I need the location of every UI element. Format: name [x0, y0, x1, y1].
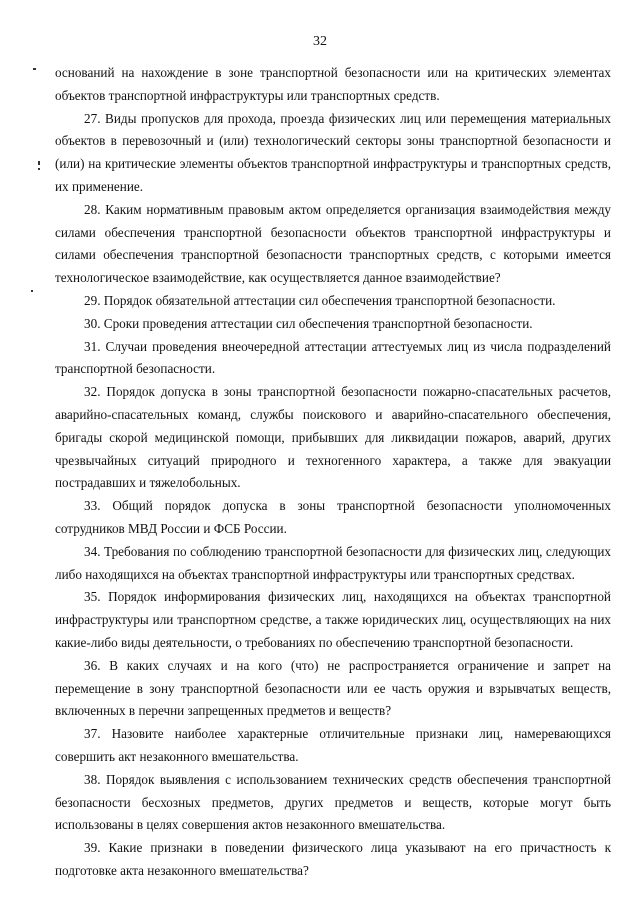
- question-27: 27. Виды пропусков для прохода, проезда физических лиц или перемещения материальных объектов в перевозочный и (или) технологический секторы зоны транспортной безопасности и (или) на критические элементы объектов транспортной инфраструктуры и транспортных средств, их применение.: [55, 110, 611, 194]
- question-30: 30. Сроки проведения аттестации сил обеспечения транспортной безопасности.: [84, 315, 533, 331]
- scan-artifact: [31, 290, 33, 292]
- page-number: 32: [313, 34, 327, 49]
- question-28: 28. Каким нормативным правовым актом определяется организация взаимодействия между силами обеспечения транспортной безопасности объектов транспортной инфраструктуры и силами обеспечения транспортной безопасности транспортных средств, с которыми имеется технологическое взаимодействие, как осуществляется данное взаимодействие?: [55, 201, 611, 286]
- scan-artifact: [38, 168, 40, 170]
- question-39: 39. Какие признаки в поведении физического лица указывают на его причастность к подготовке акта незаконного вмешательства?: [55, 840, 611, 878]
- question-33: 33. Общий порядок допуска в зоны транспортной безопасности уполномоченных сотрудников МВД России и ФСБ России.: [55, 498, 611, 536]
- page-body: [55, 62, 611, 883]
- question-38: 38. Порядок выявления с использованием технических средств обеспечения транспортной безопасности бесхозных предметов, других предметов и веществ, которые могут быть использованы в целях совершения актов незаконного вмешательства.: [55, 771, 611, 833]
- scan-artifact: [38, 161, 40, 165]
- paragraph-continuation: оснований на нахождение в зоне транспортной безопасности или на критических элементах объектов транспортной инфраструктуры или транспортных средств.: [55, 65, 611, 103]
- question-29: 29. Порядок обязательной аттестации сил обеспечения транспортной безопасности.: [84, 292, 556, 308]
- question-32: 32. Порядок допуска в зоны транспортной безопасности пожарно-спасательных расчетов, аварийно-спасательных команд, службы поискового и аварийно-спасательного обеспечения, бригады скорой медицинской помощи, прибывших для ликвидации пожаров, аварий, других чрезвычайных ситуаций природного и техногенного характера, а также для эвакуации пострадавших и тяжелобольных.: [55, 384, 611, 491]
- question-35: 35. Порядок информирования физических лиц, находящихся на объектах транспортной инфраструктуры или транспортном средстве, а также юридических лиц, осуществляющих на них какие-либо виды деятельности, о требованиях по обеспечению транспортной безопасности.: [55, 589, 611, 650]
- question-31: 31. Случаи проведения внеочередной аттестации аттестуемых лиц из числа подразделений транспортной безопасности.: [55, 338, 611, 377]
- question-34: 34. Требования по соблюдению транспортной безопасности для физических лиц, следующих либо находящихся на объектах транспортной инфраструктуры или транспортных средствах.: [55, 543, 611, 582]
- scan-artifact: [33, 68, 36, 70]
- question-36: 36. В каких случаях и на кого (что) не распространяется ограничение и запрет на перемещение в зону транспортной безопасности или ее часть оружия и взрывчатых веществ, включенных в перечни запрещенных предметов и веществ?: [55, 657, 611, 719]
- question-37: 37. Назовите наиболее характерные отличительные признаки лиц, намеревающихся совершить акт незаконного вмешательства.: [55, 726, 611, 764]
